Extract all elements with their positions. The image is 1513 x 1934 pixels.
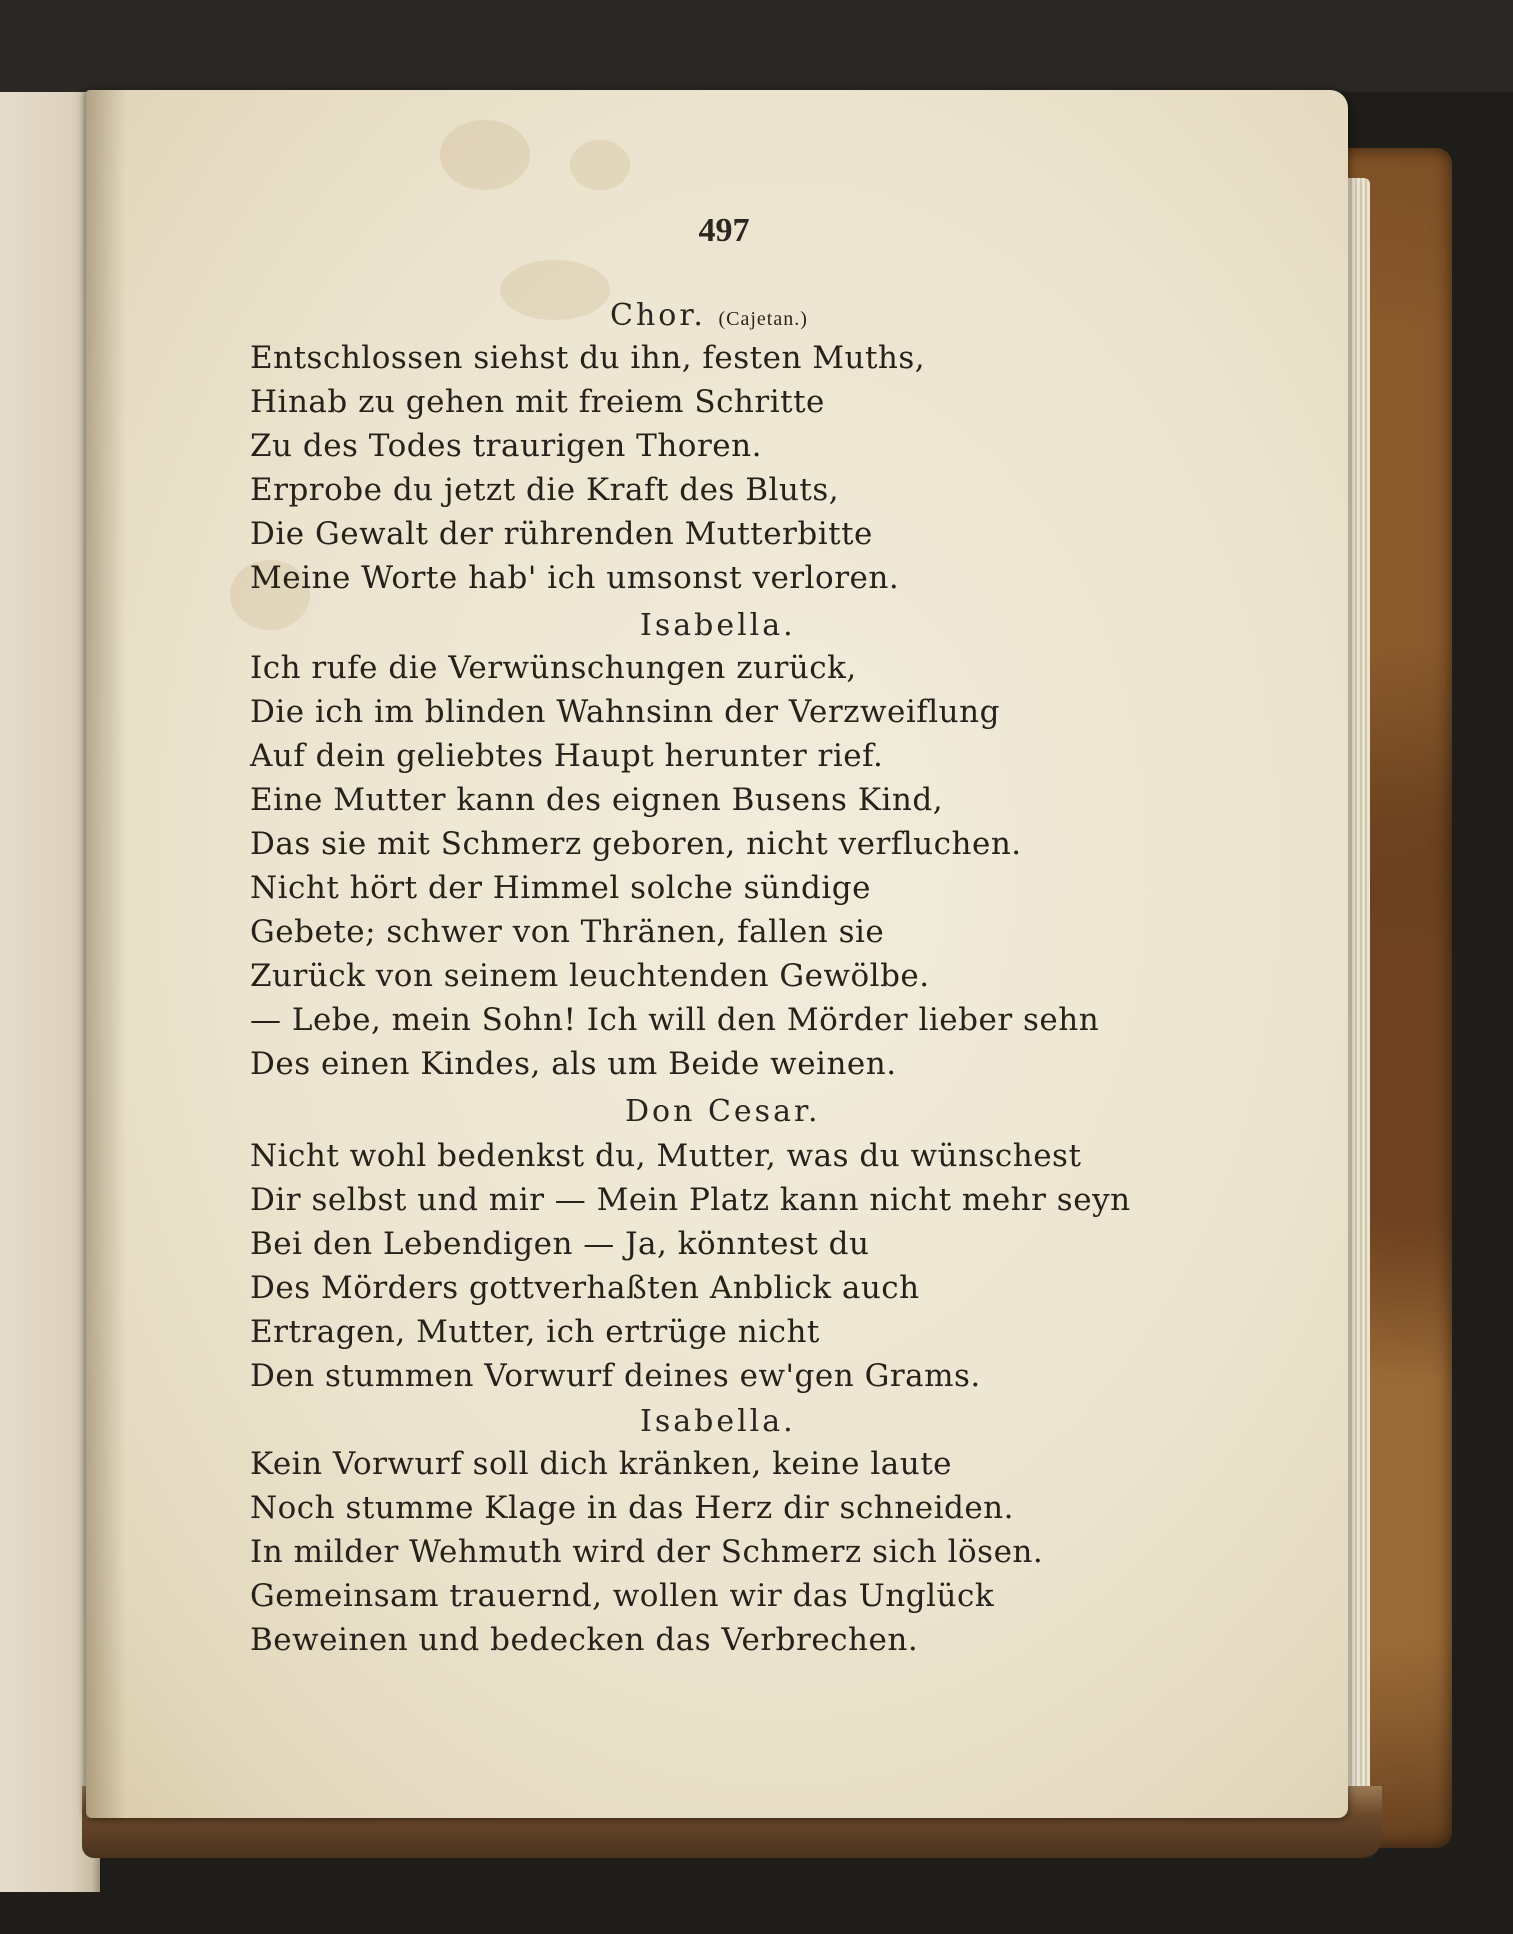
verse-line: Erprobe du jetzt die Kraft des Bluts, [250, 472, 840, 508]
speaker-heading [625, 1094, 821, 1129]
verse-line: Meine Worte hab' ich umsonst verloren. [250, 560, 900, 596]
verse-line: Ich rufe die Verwünschungen zurück, [250, 650, 857, 686]
verse-line: Die Gewalt der rührenden Mutterbitte [250, 516, 873, 552]
verse-line: Hinab zu gehen mit freiem Schritte [250, 384, 825, 420]
verse-line: Bei den Lebendigen — Ja, könntest du [250, 1226, 870, 1262]
verse-line: Zurück von seinem leuchtenden Gewölbe. [250, 958, 930, 994]
speaker-heading [640, 608, 796, 643]
verse-line: Kein Vorwurf soll dich kränken, keine laute [250, 1446, 953, 1482]
verse-line: Zu des Todes traurigen Thoren. [250, 428, 762, 464]
verse-line: Gemeinsam trauernd, wollen wir das Unglück [250, 1578, 995, 1614]
verse-line: In milder Wehmuth wird der Schmerz sich lösen. [250, 1534, 1044, 1570]
verse-line: Dir selbst und mir — Mein Platz kann nicht mehr seyn [250, 1182, 1131, 1218]
verse-line: Ertragen, Mutter, ich ertrüge nicht [250, 1314, 820, 1350]
paper-stain [500, 260, 610, 320]
verse-line: Noch stumme Klage in das Herz dir schneiden. [250, 1490, 1015, 1526]
facing-page-left [0, 92, 100, 1892]
speaker-name: Don Cesar. [625, 1094, 821, 1129]
verse-line: Auf dein geliebtes Haupt herunter rief. [250, 738, 884, 774]
verse-line: Des einen Kindes, als um Beide weinen. [250, 1046, 897, 1082]
speaker-heading [640, 1404, 796, 1439]
paper-stain [440, 120, 530, 190]
gutter-shadow [86, 90, 126, 1818]
verse-line: Das sie mit Schmerz geboren, nicht verfluchen. [250, 826, 1022, 862]
paper-stain [570, 140, 630, 190]
verse-line: Gebete; schwer von Thränen, fallen sie [250, 914, 885, 950]
verse-line: Beweinen und bedecken das Verbrechen. [250, 1622, 919, 1658]
verse-line: Des Mörders gottverhaßten Anblick auch [250, 1270, 920, 1306]
background-top [0, 0, 1513, 92]
speaker-heading [610, 298, 808, 333]
page-number: 497 [698, 212, 750, 249]
verse-line: — Lebe, mein Sohn! Ich will den Mörder lieber sehn [250, 1002, 1100, 1038]
verse-line: Eine Mutter kann des eignen Busens Kind, [250, 782, 944, 818]
speaker-name: Chor. [610, 298, 706, 333]
verse-line: Die ich im blinden Wahnsinn der Verzweiflung [250, 694, 1000, 730]
speaker-name: Isabella. [640, 608, 796, 643]
speaker-name: Isabella. [640, 1404, 796, 1439]
verse-line: Nicht hört der Himmel solche sündige [250, 870, 871, 906]
verse-line: Nicht wohl bedenkst du, Mutter, was du wünschest [250, 1138, 1082, 1174]
stage-direction: (Cajetan.) [718, 308, 808, 330]
verse-line: Den stummen Vorwurf deines ew'gen Grams. [250, 1358, 981, 1394]
verse-line: Entschlossen siehst du ihn, festen Muths, [250, 340, 926, 376]
